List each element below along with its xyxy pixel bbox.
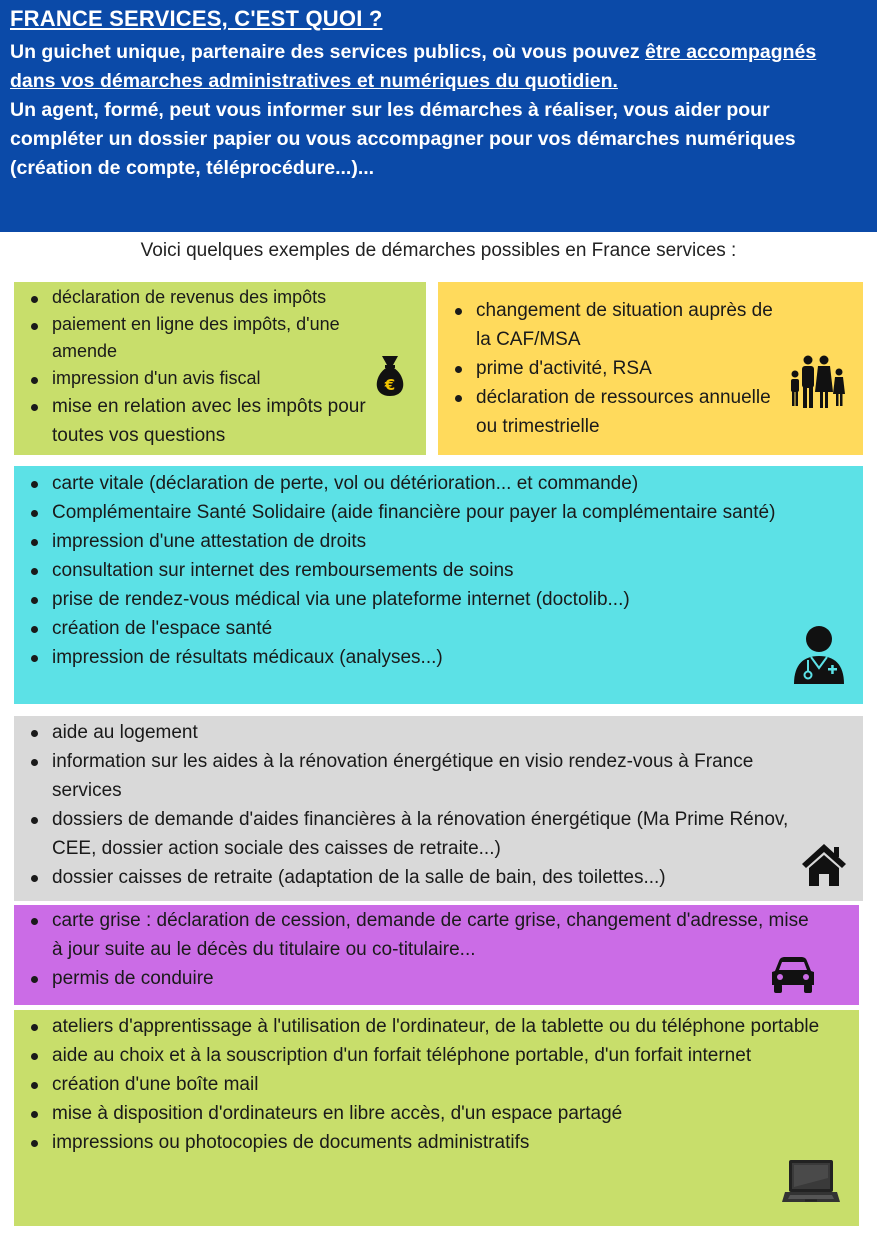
header-paragraph-2: Un agent, formé, peut vous informer sur les démarches à réaliser, vous aider pour compléter un dossier papier ou vous accompagner pour vos démarches numériques (création de compte, téléprocédure...)... [10, 99, 796, 179]
page-title: FRANCE SERVICES, C'EST QUOI ? [10, 6, 383, 31]
list-item: ateliers d'apprentissage à l'utilisation de l'ordinateur, de la tablette ou du téléphone portable [28, 1012, 829, 1041]
list-item: impression d'une attestation de droits [28, 527, 857, 556]
header-paragraph-1: Un guichet unique, partenaire des services publics, où vous pouvez être accompagnés dans vos démarches administratives et numériques du quotidien. [10, 41, 817, 92]
list-item: création de l'espace santé [28, 614, 857, 643]
section-vehicule [14, 905, 859, 1005]
logement-list [14, 718, 863, 892]
vehicule-list [14, 906, 859, 993]
section-caf [438, 282, 863, 455]
laptop-icon [782, 1158, 840, 1206]
list-item: changement de situation auprès de la CAF/MSA [452, 296, 773, 354]
list-item: aide au choix et à la souscription d'un forfait téléphone portable, d'un forfait internet [28, 1041, 829, 1070]
header-banner [0, 0, 877, 232]
list-item: mise à disposition d'ordinateurs en libre accès, d'un espace partagé [28, 1099, 829, 1128]
list-item: création d'une boîte mail [28, 1070, 829, 1099]
list-item: consultation sur internet des remboursements de soins [28, 556, 857, 585]
list-item: dossier caisses de retraite (adaptation de la salle de bain, des toilettes...) [28, 863, 823, 892]
list-item: carte vitale (déclaration de perte, vol ou détérioration... et commande) [28, 469, 857, 498]
impots-list [14, 284, 426, 450]
section-sante [14, 466, 863, 704]
section-impots [14, 282, 426, 455]
list-item: information sur les aides à la rénovation énergétique en visio rendez-vous à France services [28, 747, 823, 805]
numerique-list [14, 1012, 859, 1157]
list-item: aide au logement [28, 718, 823, 747]
section-numerique [14, 1010, 859, 1226]
list-item: impression de résultats médicaux (analyses...) [28, 643, 857, 672]
car-icon [770, 955, 816, 995]
list-item: mise en relation avec les impôts pour toutes vos questions [28, 392, 366, 450]
section-logement [14, 716, 863, 901]
house-icon [800, 842, 848, 888]
list-item: déclaration de ressources annuelle ou trimestrielle [452, 383, 773, 441]
list-item: prime d'activité, RSA [452, 354, 773, 383]
list-item: déclaration de revenus des impôts [28, 284, 366, 311]
family-icon [786, 354, 848, 410]
euro-symbol: € [384, 376, 396, 394]
list-item: impression d'un avis fiscal [28, 365, 366, 392]
list-item: permis de conduire [28, 964, 809, 993]
intro-text: Voici quelques exemples de démarches possibles en France services : [140, 240, 737, 261]
sante-list [14, 469, 863, 672]
list-item: carte grise : déclaration de cession, demande de carte grise, changement d'adresse, mise à jour suite au le décès du titulaire ou co-titulaire... [28, 906, 809, 964]
list-item: impressions ou photocopies de documents administratifs [28, 1128, 829, 1157]
header-emphasis: être accompagnés dans vos démarches administratives et numériques du quotidien. [10, 41, 817, 92]
list-item: dossiers de demande d'aides financières à la rénovation énergétique (Ma Prime Rénov, CEE, dossier action sociale des caisses de retraite...) [28, 805, 823, 863]
list-item: Complémentaire Santé Solidaire (aide financière pour payer la complémentaire santé) [28, 498, 857, 527]
money-bag-icon [370, 352, 410, 398]
doctor-icon [790, 624, 848, 686]
list-item: paiement en ligne des impôts, d'une amende [28, 311, 366, 365]
list-item: prise de rendez-vous médical via une plateforme internet (doctolib...) [28, 585, 857, 614]
